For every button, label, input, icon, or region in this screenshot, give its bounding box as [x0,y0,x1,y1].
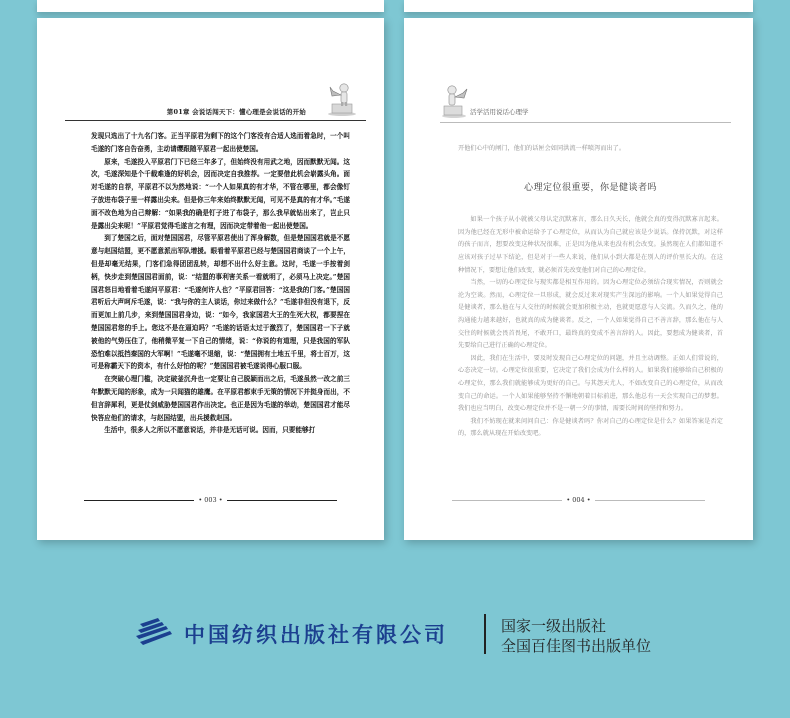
publisher-footer [0,560,790,718]
megaphone-figure-icon [320,82,364,120]
book-title-header [440,86,731,123]
paragraph: 因此，我们在生活中，要及时发现自己心理定位的问题，并且主动调整。正如人们常说的，心态决定一切。心理定位很重要，它决定了我们会成为什么样的人。如果我们能够给自己积极的心理定位，那么我们就能够成为更好的自己。与其怨天尤人，不如改变自己的心理定位，从而改变自己的命运。一个人如果能够坚持不懈地朝着目标前进，那么他总有一天会实现自己的梦想。我们也应当明白，改变心理定位并不是一朝一夕的事情，需要长时间的坚持和努力。 [458,354,723,413]
page-number: 003 [204,496,217,504]
page-number: 004 [572,496,585,504]
previous-page-edge-right [404,0,753,12]
page-number-footer: • 004 • [404,496,753,504]
page-body-text [458,143,723,441]
publisher-name: 中国纺织出版社有限公司 [184,623,448,647]
book-page-right [404,18,753,540]
book-title-text: 活学活用说话心理学 [470,108,529,116]
paragraph: 生活中，很多人之所以不愿意说话，并非是无话可说。因而，只要能够打 [104,426,316,435]
paragraph: 我们不妨现在就来问问自己：你是健谈者吗？你对自己的心理定位是什么？如果答案是否定的，那么就从现在开始改变吧。 [458,417,723,438]
paragraph: 当然，一切的心理定位与现实都是相互作用的。因为心理定位必须结合现实情况，否则就会沦为空谈。然而，心理定位一旦形成，就会反过来对现实产生深远的影响。一个人如果觉得自己是健谈者，那么他在与人交往的时候就会更加积极主动，也就更愿意与人交流。久而久之，他的沟通能力越来越好，也就真的成为健谈者。反之，一个人如果觉得自己不善言辞，那么他在与人交往的时候就会畏首畏尾，不敢开口，最终真的变成不善言辞的人。因此，要想成为健谈者，首先要给自己进行正确的心理定位。 [458,279,723,350]
megaphone-figure-icon [440,84,470,122]
paragraph: 在突破心理门槛，决定破釜沉舟也一定要让自己脱颖而出之后，毛遂虽然一改之前三年默默无闻的形象，成为一只闻猫的雄鹰。在平原君都束手无策的情况下并挺身而出，不但言辞犀利，更是仗剑威胁楚国国君作出决定。也正是因为毛遂的举动，楚国国君才能尽快答应他们的请求，与赵国结盟，出兵援救赵国。 [91,375,350,422]
page-body-text [91,130,350,437]
page-number-footer: • 003 • [37,496,384,504]
paragraph: 到了楚国之后，面对楚国国君，尽管平原君使出了浑身解数，但是楚国国君就是不愿意与赵国结盟，更不愿意派出军队增援。眼看着平原君已经与楚国国君商谈了一个上午，但是却毫无结果，门客们急得团团乱转，却想不出什么好主意。这时，毛遂一手按着剑柄，快步走到楚国国君面前，说：“结盟的事利害关系一看就明了，必须马上决定。”楚国国君怒目地看着毛遂问平原君：“毛遂何许人也？”平原君回答：“这是我的门客。”楚国国君听后大声呵斥毛遂，说：“我与你的主人谈话，你过来做什么？”毛遂非但没有退下，反而更加上前几步，来到楚国国君身边，说：“如今，我家国君大王的生死大权，都要捏在楚国国君您的手上。您这不是在逼迫吗？”毛遂的话语太过于激烈了，楚国国君一下子就被他的气势压住了，他稍微平复一下自己的情绪，说：“你说的有道理，只是我国的军队恐怕难以抵挡秦国的大军啊！”毛遂毫不退缩，说：“楚国拥有土地五千里，将士百万，这可是称霸天下的资本，有什么好怕的呢？”楚国国君被毛遂说得心服口服。 [91,234,350,371]
publisher-logo-icon [136,616,176,650]
paragraph: 发现只选出了十九名门客。正当平原君为剩下的这个门客没有合适人选而着急时，一个叫毛遂的门客自告奋勇，主动请缨跟随平原君一起出使楚国。 [91,132,350,153]
footer-divider [484,614,486,654]
book-page-left [37,18,384,540]
chapter-header-text: 第01章 会说话闯天下：懂心理是会说话的开始 [166,108,306,116]
chapter-header [65,90,366,121]
previous-page-edge-left [37,0,384,12]
paragraph: 原来，毛遂投入平原君门下已经三年多了，但始终没有用武之地，因而默默无闻。这次，毛遂深知是个千载难逢的好机会，因而决定自我推荐。一定要借此机会崭露头角。面对毛遂的自荐，平原君不以为然地说：“一个人如果真的有才华，不管在哪里，都会像钉子放进布袋子里一样露出尖来。但是你三年来始终默默无闻，可见不是真的有才华。”毛遂面不改色地为自己辩解：“如果我的确是钉子进了布袋子，那么我早就钻出来了，岂止只是露出尖来呢！”平原君觉得毛遂言之有理，因而决定带着他一起出使楚国。 [91,157,350,230]
paragraph: 开他们心中的闸门，他们的话匣会如同洪流一样喷泻而出了。 [458,145,626,152]
publisher-slogan-primary: 国家一级出版社 [501,617,607,635]
paragraph: 如果一个孩子从小就被父母认定沉默寡言，那么日久天长，他就会真的变得沉默寡言起来。因为他已经在无形中被命运给予了心理定位，从而认为自己就应该是少说话。保持沉默，对这样的孩子而言，想要改变这种状况很难，正是因为他从来也没有机会改变。虽然现在人们都知道不应该对孩子过早下结论，但是对于一些人来说，他们从小到大都是在别人的评价里长大的。在这种情况下，要想让他们改变，就必须首先改变他们对自己的心理定位。 [458,216,723,274]
section-title: 心理定位很重要，你是健谈者吗 [523,182,657,193]
publisher-slogan-secondary: 全国百佳图书出版单位 [501,637,652,655]
